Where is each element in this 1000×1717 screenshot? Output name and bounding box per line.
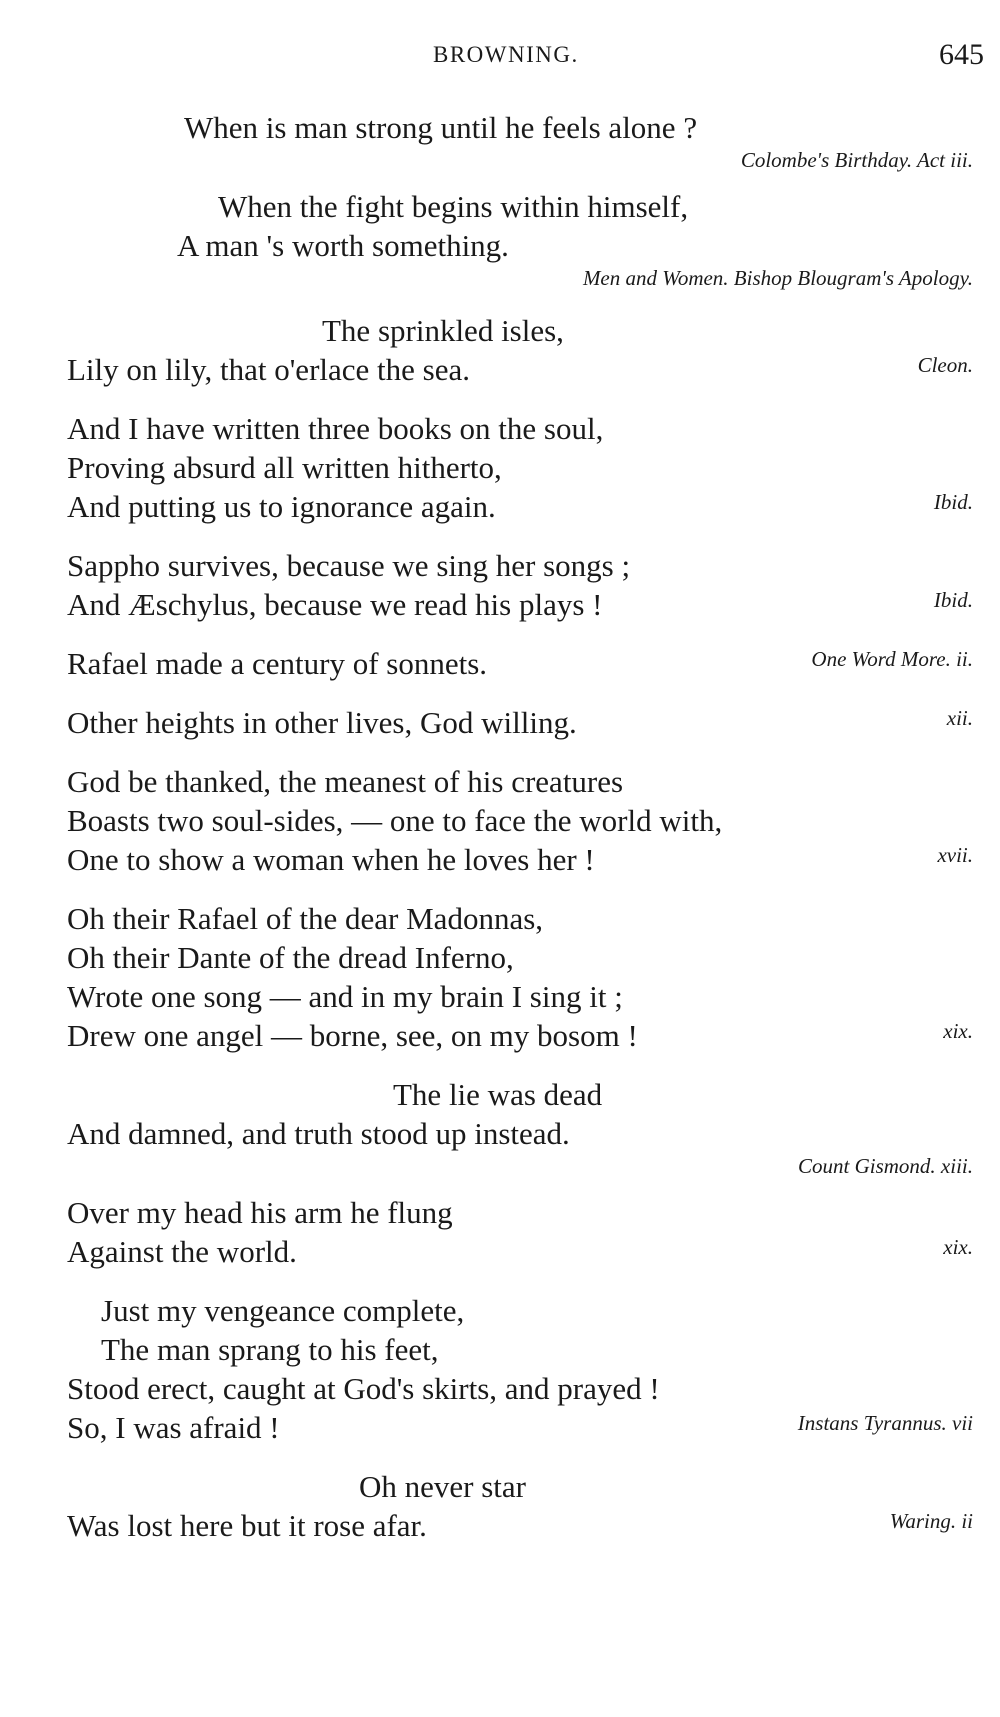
verse-line: Wrote one song — and in my brain I sing it ; bbox=[67, 979, 623, 1014]
citation: Men and Women. Bishop Blougram's Apology. bbox=[582, 266, 973, 290]
verse-line: When is man strong until he feels alone ? bbox=[184, 110, 698, 145]
verse-line: And damned, and truth stood up instead. bbox=[67, 1116, 570, 1151]
verse-text: Against the world. bbox=[67, 1234, 297, 1269]
quotation bbox=[67, 409, 973, 526]
verse-line bbox=[67, 703, 973, 742]
verse-line: The sprinkled isles, bbox=[322, 313, 564, 348]
verse-line: And I have written three books on the soul, bbox=[67, 411, 604, 446]
verse-line bbox=[67, 350, 973, 389]
quotation bbox=[67, 1193, 973, 1271]
quotation bbox=[67, 1291, 973, 1447]
verse-line bbox=[67, 644, 973, 683]
verse-line: Just my vengeance complete, bbox=[101, 1293, 465, 1328]
verse-line: Oh their Dante of the dread Inferno, bbox=[67, 940, 514, 975]
quotation bbox=[67, 762, 973, 879]
verse-line bbox=[67, 1232, 973, 1271]
verse-text: And Æschylus, because we read his plays ! bbox=[67, 587, 603, 622]
verse-line bbox=[67, 840, 973, 879]
page-number: 645 bbox=[939, 38, 984, 71]
page-header bbox=[0, 38, 1000, 78]
verse-line: The man sprang to his feet, bbox=[101, 1332, 439, 1367]
verse-line bbox=[67, 1016, 973, 1055]
citation: xii. bbox=[946, 706, 973, 730]
verse-line: Sappho survives, because we sing her songs ; bbox=[67, 548, 631, 583]
verse-line: Over my head his arm he flung bbox=[67, 1195, 453, 1230]
verse-line: Boasts two soul-sides, — one to face the world with, bbox=[67, 803, 723, 838]
verse-line bbox=[67, 1408, 973, 1447]
citation: xix. bbox=[943, 1019, 973, 1043]
citation: Cleon. bbox=[917, 353, 973, 377]
citation: Ibid. bbox=[933, 490, 973, 514]
verse-line bbox=[67, 585, 973, 624]
citation: Colombe's Birthday. Act iii. bbox=[740, 148, 973, 172]
verse-line: A man 's worth something. bbox=[177, 228, 509, 263]
verse-text: Was lost here but it rose afar. bbox=[67, 1508, 427, 1543]
verse-line: God be thanked, the meanest of his creatures bbox=[67, 764, 624, 799]
verse-text: So, I was afraid ! bbox=[67, 1410, 280, 1445]
verse-line: Stood erect, caught at God's skirts, and prayed ! bbox=[67, 1371, 660, 1406]
quotation bbox=[67, 108, 973, 173]
citation: Instans Tyrannus. vii bbox=[797, 1411, 973, 1435]
running-head: BROWNING. bbox=[433, 42, 579, 67]
verse-text: Lily on lily, that o'erlace the sea. bbox=[67, 352, 470, 387]
citation: Ibid. bbox=[933, 588, 973, 612]
verse-text: And putting us to ignorance again. bbox=[67, 489, 496, 524]
quotation bbox=[67, 1467, 973, 1545]
verse-line: When the fight begins within himself, bbox=[218, 189, 689, 224]
citation: One Word More. ii. bbox=[811, 647, 973, 671]
quotation bbox=[67, 1075, 973, 1179]
quotation bbox=[67, 311, 973, 389]
verse-line: Oh never star bbox=[359, 1469, 526, 1504]
quotation-body bbox=[67, 108, 973, 1545]
verse-text: Other heights in other lives, God willing. bbox=[67, 705, 577, 740]
verse-text: Drew one angel — borne, see, on my bosom ! bbox=[67, 1018, 638, 1053]
verse-line bbox=[67, 1506, 973, 1545]
quotation bbox=[67, 644, 973, 683]
verse-text: Rafael made a century of sonnets. bbox=[67, 646, 488, 681]
quotation bbox=[67, 546, 973, 624]
quotation bbox=[67, 703, 973, 742]
verse-text: One to show a woman when he loves her ! bbox=[67, 842, 595, 877]
verse-line: Oh their Rafael of the dear Madonnas, bbox=[67, 901, 544, 936]
quotation bbox=[67, 187, 973, 291]
citation: Count Gismond. xiii. bbox=[797, 1154, 973, 1178]
quotation bbox=[67, 899, 973, 1055]
citation: xix. bbox=[943, 1235, 973, 1259]
citation: xvii. bbox=[937, 843, 973, 867]
verse-line: The lie was dead bbox=[393, 1077, 603, 1112]
citation: Waring. ii bbox=[889, 1509, 973, 1533]
verse-line: Proving absurd all written hitherto, bbox=[67, 450, 502, 485]
verse-line bbox=[67, 487, 973, 526]
